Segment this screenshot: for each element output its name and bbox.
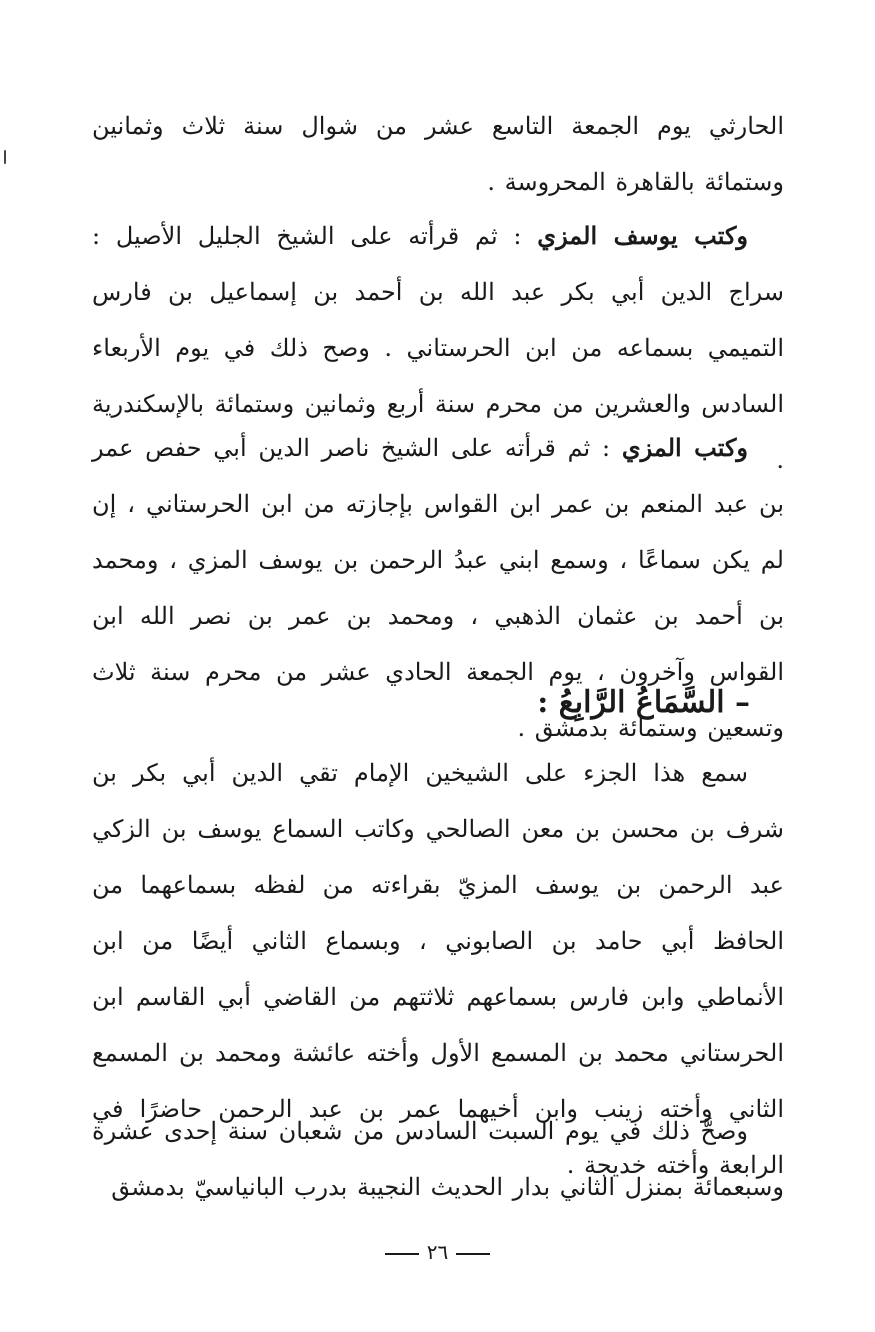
paragraph-lead: وكتب المزي [621,433,748,462]
paragraph-lead: وكتب يوسف المزي [537,221,749,250]
paragraph-confirmation [92,1103,784,1215]
page-number-dash [456,1253,490,1255]
paragraph-body: سمع هذا الجزء على الشيخين الإمام تقي الدين أبي بكر بن شرف بن محسن بن معن الصالحي وكاتب السماع يوسف بن الزكي عبد الرحمن بن يوسف المزيّ بقراءته من لفظه بسماعهما من الحافظ أبي حامد بن الصابوني ، وبسماع الثاني أيضًا من ابن الأنماطي وابن فارس بسماعهم ثلاثتهم من القاضي أبي القاسم ابن الحرستاني محمد بن المسمع الأول وأخته عائشة ومحمد بن المسمع الثاني وأخته زينب وابن أخيهما عمر بن عبد الرحمن حاضرًا في الرابعة وأخته خديجة . [92,759,784,1179]
paragraph-body: وصحَّ ذلك في يوم السبت السادس من شعبان سنة إحدى عشرة وسبعمائة بمنزل الثاني بدار الحديث النجيبة بدرب البانياسيّ بدمشق [92,1117,784,1201]
scan-edge-mark [4,150,6,164]
paragraph-text: الحارثي يوم الجمعة التاسع عشر من شوال سنة ثلاث وثمانين وستمائة بالقاهرة المحروسة . [92,112,784,196]
paragraph-body: : ثم قرأته على الشيخ ناصر الدين أبي حفص عمر بن عبد المنعم بن عمر ابن القواس بإجازته من ابن الحرستاني ، إن لم يكن سماعًا ، وسمع ابني عبدُ الرحمن بن يوسف المزي ، ومحمد بن أحمد بن عثمان الذهبي ، ومحمد بن عمر بن نصر الله ابن القواس وآخرون ، يوم الجمعة الحادي عشر من محرم سنة ثلاث وتسعين وستمائة بدمشق . [92,434,784,742]
section-heading: – السَّمَاعُ الرَّابِعُ : [537,685,750,720]
paragraph-continuation [92,98,784,210]
paragraph-text [92,1103,784,1215]
page-number: ٢٦ [426,1240,449,1264]
page-number-dash [385,1253,419,1255]
paragraph-body: : ثم قرأته على الشيخ الجليل الأصيل : سراج الدين أبي بكر عبد الله بن أحمد بن إسماعيل بن فارس التميمي بسماعه من ابن الحرستاني . وصح ذلك في يوم الأربعاء السادس والعشرين من محرم سنة أربع وثمانين وستمائة بالإسكندرية . [92,222,784,474]
page-number-footer [0,1232,875,1272]
